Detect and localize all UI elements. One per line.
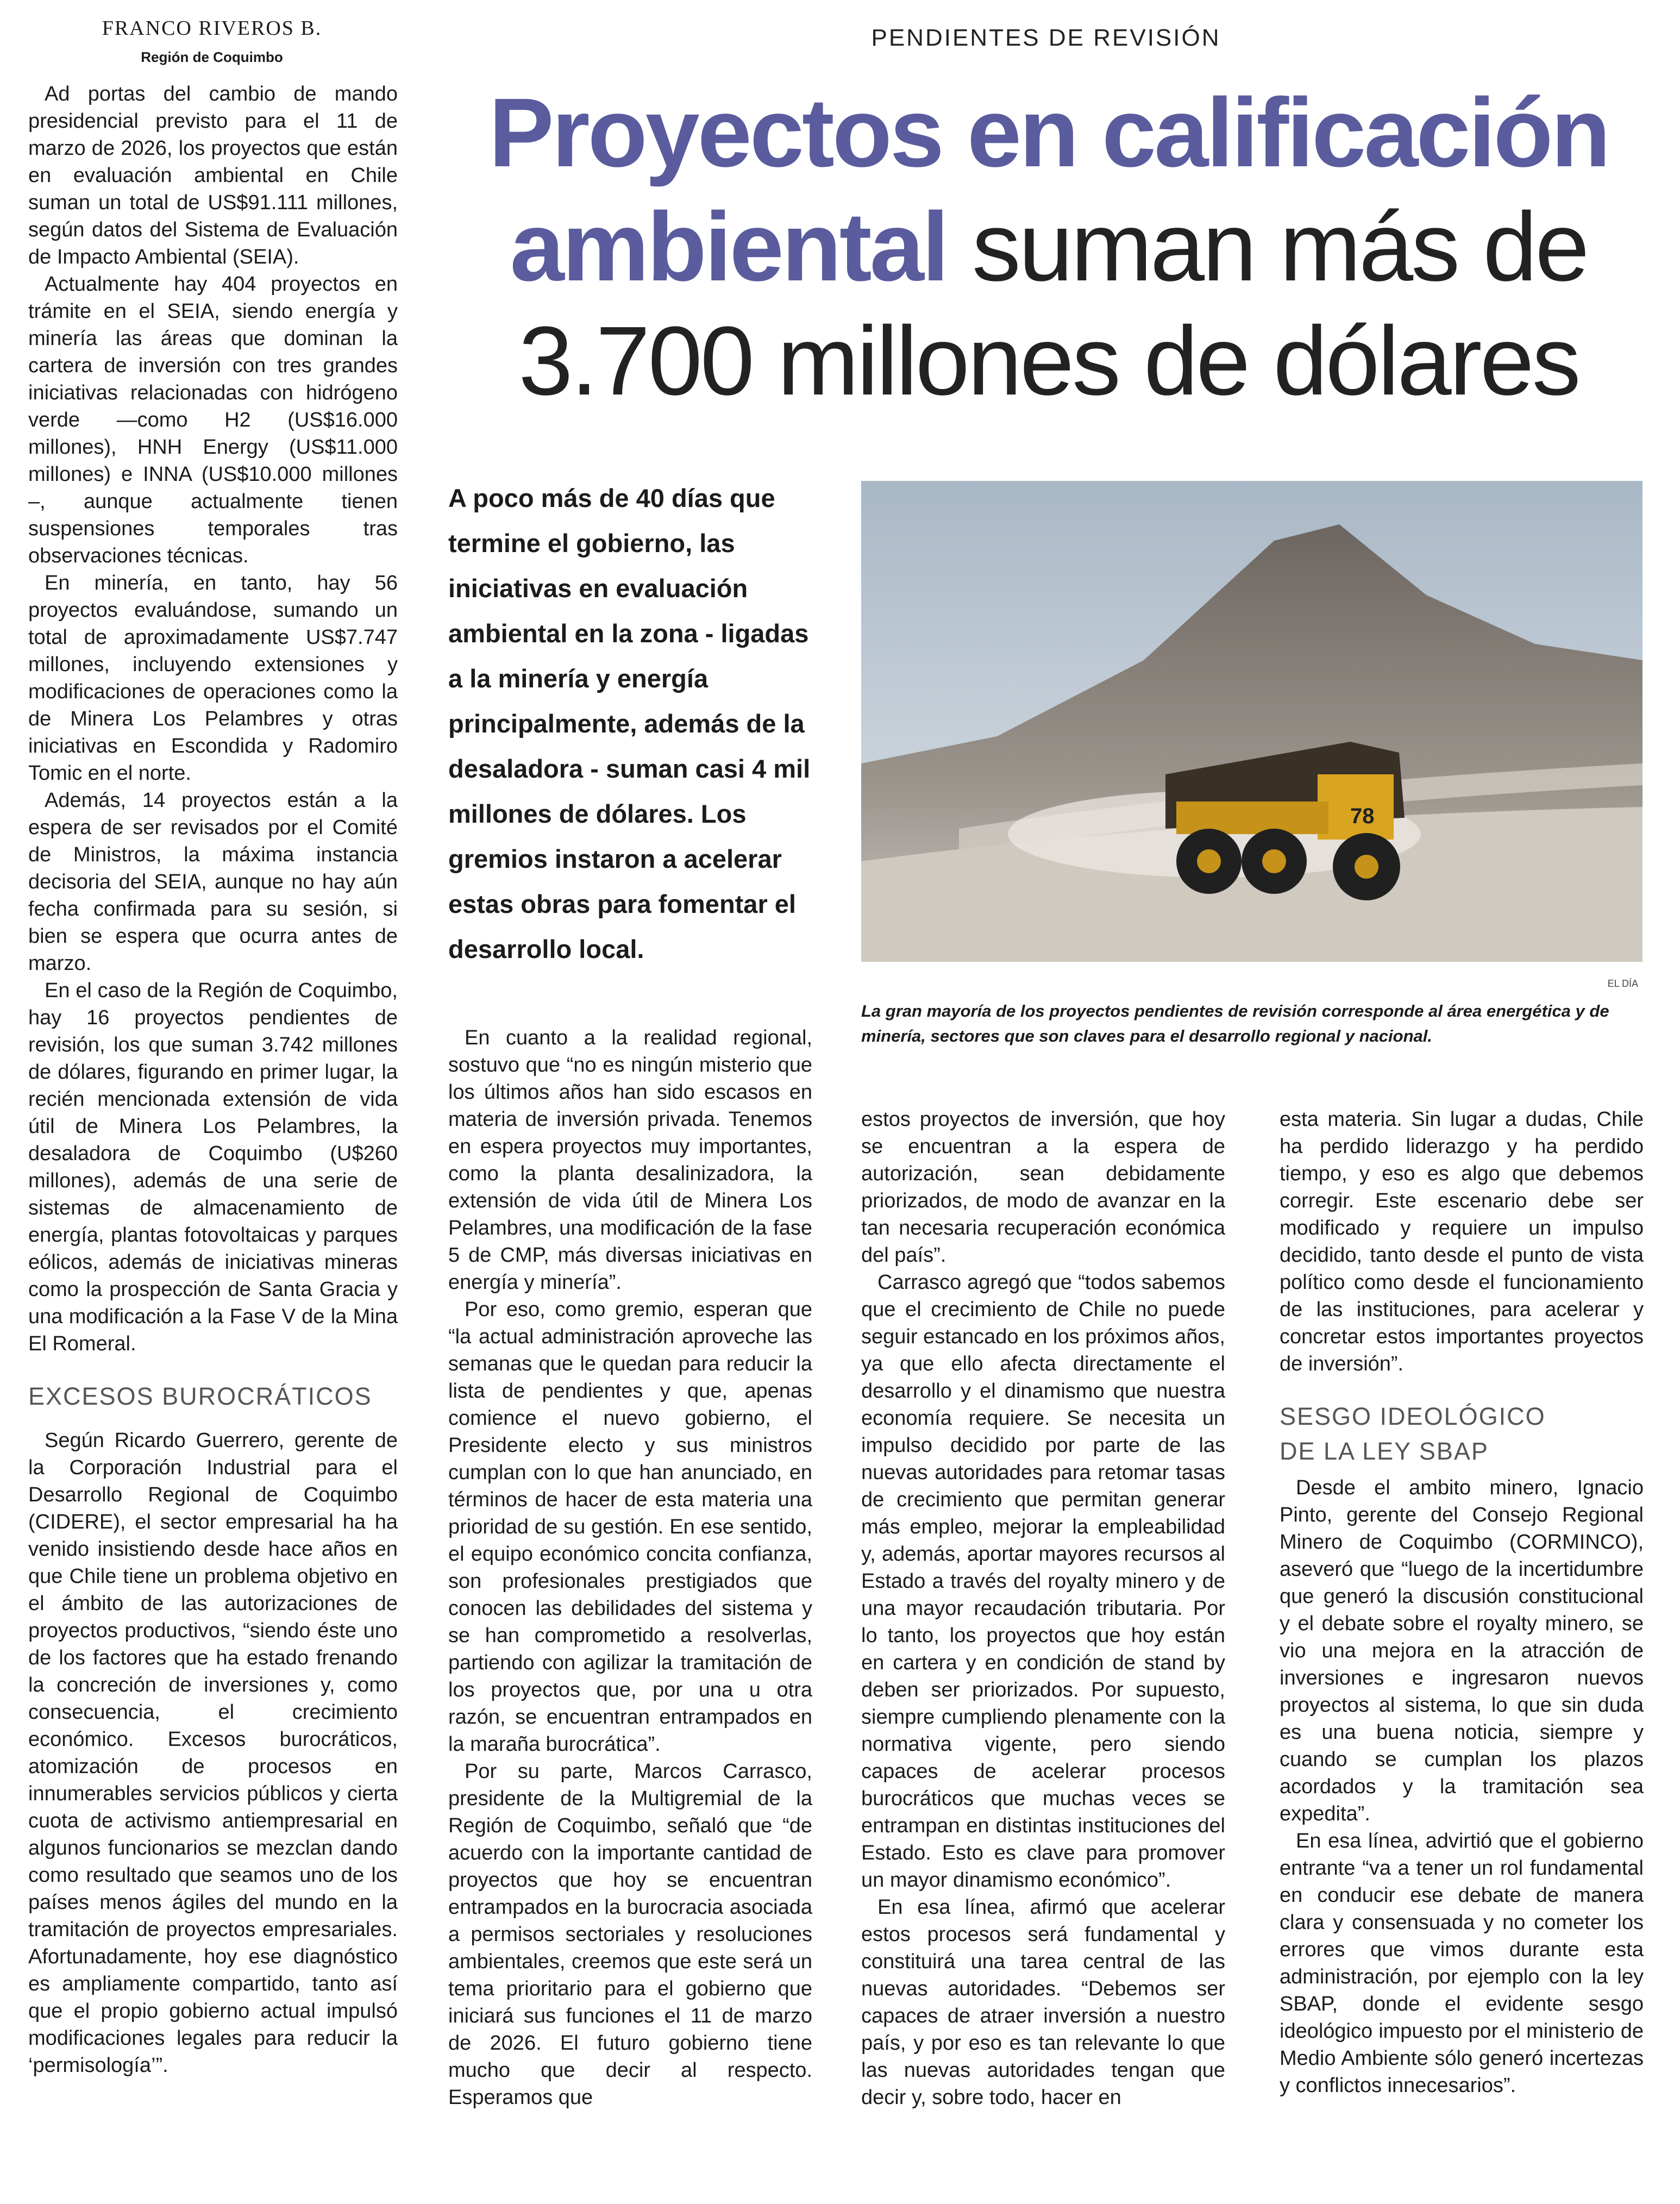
paragraph: Además, 14 proyectos están a la espera de ser revisados por el Comité de Ministros, la máxima instancia decisoria del SEIA, aunque no hay aún fecha confirmada para su sesión, si bien se espera que ocurra antes de marzo. [28, 789, 398, 975]
paragraph: Por su parte, Marcos Carrasco, presidente de la Multigremial de la Región de Coquimbo, señaló que “de acuerdo con la importante cantidad de proyectos que hoy se encuentran entrampados en la burocracia asociada a permisos sectoriales y resoluciones ambientales, creemos que este será un tema prioritario para el gobierno que iniciará sus funciones el 11 de marzo de 2026. El futuro gobierno tiene mucho que decir al respecto. Esperamos que [448, 1760, 812, 2109]
paragraph: esta materia. Sin lugar a dudas, Chile ha perdido liderazgo y ha perdido tiempo, y eso es algo que debemos corregir. Este escenario debe ser modificado y requiere un impulso decidido, tanto desde el punto de vista político como desde el funcionamiento de las instituciones, para acelerar y concretar estos importantes proyectos de inversión”. [1280, 1108, 1644, 1375]
mining-truck-photo [861, 481, 1643, 962]
byline-region: Región de Coquimbo [141, 49, 283, 65]
paragraph: En minería, en tanto, hay 56 proyectos evaluándose, sumando un total de aproximadamente US$7.747 millones, incluyendo extensiones y modificaciones de operaciones como la de Minera Los Pelambres y otras iniciativas en Escondida y Radomiro Tomic en el norte. [28, 572, 398, 785]
paragraph: Según Ricardo Guerrero, gerente de la Corporación Industrial para el Desarrollo Regional de Coquimbo (CIDERE), el sector empresarial ha ha venido insistiendo desde hace años en que Chile tiene un problema objetivo en el ámbito de las autorizaciones de proyectos productivos, “siendo éste uno de los factores que ha estado frenando la concreción de inversiones y, como consecuencia, el crecimiento económico. Excesos burocráticos, atomización de procesos en innumerables servicios públicos y cierta cuota de activismo antiempresarial en algunos funcionarios se mezclan dando como resultado que seamos uno de los países menos ágiles del mundo en la tramitación de proyectos empresariales. Afortunadamente, hoy ese diagnóstico es ampliamente compartido, tanto así que el propio gobierno actual impulsó modificaciones legales para reducir la ‘permisología’”. [28, 1429, 398, 2077]
photo-illustration [861, 481, 1643, 962]
column-4 [1280, 1106, 1644, 2099]
headline-line-3: 3.700 millones de dólares [518, 306, 1579, 416]
paragraph: Ad portas del cambio de mando presidencial previsto para el 11 de marzo de 2026, los proyectos que están en evaluación ambiental en Chile suman un total de US$91.111 millones, según datos del Sistema de Evaluación de Impacto Ambiental (SEIA). [28, 83, 398, 268]
section-label: PENDIENTES DE REVISIÓN [871, 24, 1221, 51]
headline-line-2-rest: suman más de [946, 192, 1588, 302]
photo-credit: EL DÍA [1607, 978, 1638, 989]
subhead-sesgo [1280, 1399, 1644, 1469]
column-1 [28, 80, 398, 2079]
truck-number: 78 [1350, 804, 1375, 828]
headline-line-2 [462, 190, 1635, 304]
byline-author: FRANCO RIVEROS B. [102, 17, 322, 40]
column-3 [861, 1106, 1225, 2111]
paragraph: Desde el ambito minero, Ignacio Pinto, gerente del Consejo Regional Minero de Coquimbo (CORMINCO), aseveró que “luego de la incertidumbre que generó la discusión constitucional y el debate sobre el royalty minero, se vio una mejora en la atracción de inversiones e ingresaron nuevos proyectos al sistema, lo que sin duda es una buena noticia, siempre y cuando se cumplan los plazos acordados y la tramitación sea expedita”. [1280, 1476, 1644, 1825]
paragraph: En cuanto a la realidad regional, sostuvo que “no es ningún misterio que los últimos años han sido escasos en materia de inversión privada. Tenemos en espera proyectos muy importantes, como la planta desalinizadora, la extensión de vida útil de Minera Los Pelambres, una modificación de la fase 5 de CMP, más diversas iniciativas en energía y minería”. [448, 1026, 812, 1294]
paragraph: En esa línea, advirtió que el gobierno entrante “va a tener un rol fundamental en conducir ese debate de manera clara y consensuada y no cometer los errores que vimos durante esta administración, por ejemplo con la ley SBAP, donde el evidente sesgo ideológico impuesto por el ministerio de Medio Ambiente sólo generó incertezas y conflictos innecesarios”. [1280, 1830, 1644, 2097]
paragraph: Actualmente hay 404 proyectos en trámite en el SEIA, siendo energía y minería las áreas que dominan la cartera de inversión con tres grandes iniciativas relacionadas con hidrógeno verde —como H2 (US$16.000 millones), HNH Energy (US$11.000 millones) e INNA (US$10.000 millones –, aunque actualmente tienen suspensiones temporales tras observaciones técnicas. [28, 273, 398, 567]
column-2 [448, 1024, 812, 2111]
headline [462, 76, 1635, 418]
subhead-excesos: EXCESOS BUROCRÁTICOS [28, 1382, 372, 1410]
paragraph: Carrasco agregó que “todos sabemos que el crecimiento de Chile no puede seguir estancado en los próximos años, ya que ello afecta directamente el desarrollo y el dinamismo que nuestra economía requiere. Se necesita un impulso decidido por parte de las nuevas autoridades para retomar tasas de crecimiento que permitan generar más empleo, mejorar la empleabilidad y, además, aportar mayores recursos al Estado a través del royalty minero y de una mayor recaudación tributaria. Por lo tanto, los proyectos que hoy están en cartera y en condición de stand by deben ser priorizados. Por supuesto, siempre cumpliendo plenamente con la normativa vigente, pero siendo capaces de acelerar procesos burocráticos que muchas veces se entrampan en distintas instituciones del Estado. Esto es clave para promover un mayor dinamismo económico”. [861, 1271, 1225, 1892]
paragraph: En esa línea, afirmó que acelerar estos procesos será fundamental y constituirá una tarea central de las nuevas autoridades. “Debemos ser capaces de atraer inversión a nuestro país, y por eso es tan relevante lo que las nuevas autoridades tengan que decir y, sobre todo, hacer en [861, 1896, 1225, 2109]
paragraph: En el caso de la Región de Coquimbo, hay 16 proyectos pendientes de revisión, los que suman 3.742 millones de dólares, figurando en primer lugar, la recién mencionada extensión de vida útil de Minera Los Pelambres, la desaladora de Coquimbo (U$260 millones), además de una serie de sistemas de almacenamiento de energía, plantas fotovoltaicas y parques eólicos, además de iniciativas mineras como la prospección de Santa Gracia y una modificación a la Fase V de la Mina El Romeral. [28, 979, 398, 1355]
paragraph: Por eso, como gremio, esperan que “la actual administración aproveche las semanas que le quedan para reducir la lista de pendientes y que, apenas comience el nuevo gobierno, el Presidente electo y sus ministros cumplan con lo que han anunciado, en términos de hacer de esta materia una prioridad de su gestión. En ese sentido, el equipo económico concita confianza, son profesionales prestigiados que conocen las debilidades del sistema y se han comprometido a resolverlas, partiendo con agilizar la tramitación de los proyectos que, por una u otra razón, se encuentran entrampados en la maraña burocrática”. [448, 1298, 812, 1756]
photo-caption: La gran mayoría de los proyectos pendientes de revisión corresponde al área energética y de minería, sectores que son claves para el desarrollo regional y nacional. [861, 1001, 1609, 1045]
subhead-line-2: DE LA LEY SBAP [1280, 1437, 1489, 1465]
headline-highlight: ambiental [510, 192, 947, 302]
lede: A poco más de 40 días que termine el gobierno, las iniciativas en evaluación ambiental en la zona - ligadas a la minería y energía principalmente, además de la desaladora - suman casi 4 mil millones de dólares. Los gremios instaron a acelerar estas obras para fomentar el desarrollo local. [448, 484, 811, 963]
subhead-line-1: SESGO IDEOLÓGICO [1280, 1402, 1546, 1430]
paragraph: estos proyectos de inversión, que hoy se encuentran a la espera de autorización, sean debidamente priorizados, de modo de avanzar en la tan necesaria recuperación económica del país”. [861, 1108, 1225, 1267]
headline-line-1: Proyectos en calificación [488, 78, 1609, 187]
